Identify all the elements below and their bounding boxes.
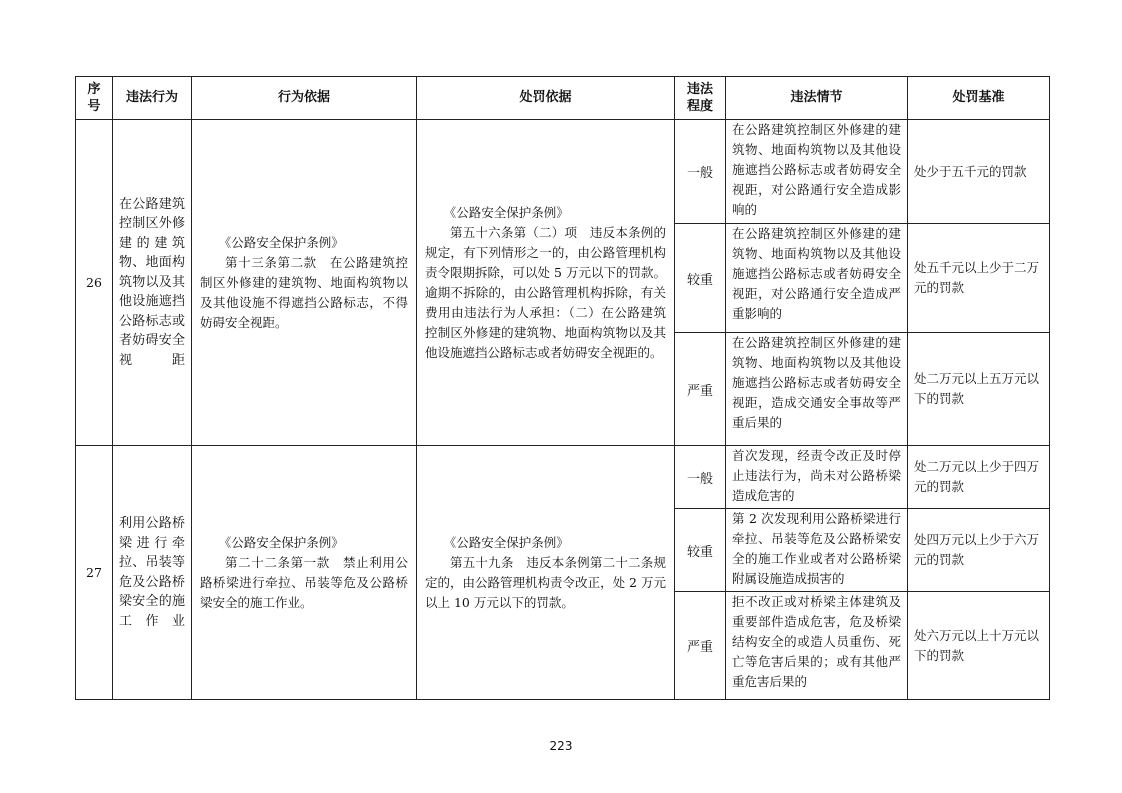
penalty-basis: [417, 120, 675, 446]
behavior-basis-law: 《公路安全保护条例》: [218, 234, 344, 250]
penalty-basis-law: 《公路安全保护条例》: [443, 204, 569, 220]
standard-cell: 处四万元以上少于六万元的罚款: [908, 509, 1050, 592]
header-circumstance: 违法情节: [726, 77, 908, 120]
circumstance-cell: 在公路建筑控制区外修建的建筑物、地面构筑物以及其他设施遮挡公路标志或者妨碍安全视距，对公路通行安全造成严重影响的: [726, 224, 908, 333]
row-number: 26: [76, 120, 113, 446]
circumstance-cell: 拒不改正或对桥梁主体建筑及重要部件造成危害，危及桥梁结构安全的或造人员重伤、死亡等危害后果的；或有其他严重危害后果的: [726, 592, 908, 700]
behavior-basis: [192, 120, 417, 446]
penalty-basis-text: 第五十六条第（二）项 违反本条例的规定，有下列情形之一的，由公路管理机构责令限期拆除，可以处 5 万元以下的罚款。逾期不拆除的，由公路管理机构拆除，有关费用由违法行为人承担：（二）在公路建筑控制区外修建的建筑物、地面构筑物以及其他设施遮挡公路标志或者妨碍安全视距的。: [425, 224, 666, 360]
page-number: 223: [549, 739, 573, 753]
circumstance-cell: 首次发现，经责令改正及时停止违法行为，尚未对公路桥梁造成危害的: [726, 446, 908, 509]
degree-cell: 一般: [675, 120, 726, 224]
circumstance-cell: 第 2 次发现利用公路桥梁进行牵拉、吊装等危及公路桥梁安全的施工作业或者对公路桥梁附属设施造成损害的: [726, 509, 908, 592]
header-penalty-basis: 处罚依据: [417, 77, 675, 120]
standard-cell: 处二万元以上五万元以下的罚款: [908, 333, 1050, 446]
header-standard: 处罚基准: [908, 77, 1050, 120]
table-row: [76, 120, 1050, 224]
circumstance-cell: 在公路建筑控制区外修建的建筑物、地面构筑物以及其他设施遮挡公路标志或者妨碍安全视距，对公路通行安全造成影响的: [726, 120, 908, 224]
circumstance-cell: 在公路建筑控制区外修建的建筑物、地面构筑物以及其他设施遮挡公路标志或者妨碍安全视距，造成交通安全事故等严重后果的: [726, 333, 908, 446]
header-act: 违法行为: [113, 77, 192, 120]
violation-act: 利用公路桥梁进行牵拉、吊装等危及公路桥梁安全的施工作业: [113, 446, 192, 700]
penalty-basis: [417, 446, 675, 700]
behavior-basis-law: 《公路安全保护条例》: [218, 534, 344, 550]
violation-act: 在公路建筑控制区外修建的建筑物、地面构筑物以及其他设施遮挡公路标志或者妨碍安全视距: [113, 120, 192, 446]
header-row: [76, 77, 1050, 120]
header-no: 序号: [76, 77, 113, 120]
penalty-standard-table: [75, 76, 1050, 700]
header-degree: 违法程度: [675, 77, 726, 120]
penalty-basis-text: 第五十九条 违反本条例第二十二条规定的，由公路管理机构责令改正，处 2 万元以上 10 万元以下的罚款。: [425, 554, 666, 610]
standard-cell: 处少于五千元的罚款: [908, 120, 1050, 224]
degree-cell: 较重: [675, 509, 726, 592]
degree-cell: 较重: [675, 224, 726, 333]
degree-cell: 严重: [675, 592, 726, 700]
table-row: [76, 446, 1050, 509]
penalty-basis-law: 《公路安全保护条例》: [443, 534, 569, 550]
header-basis: 行为依据: [192, 77, 417, 120]
behavior-basis-text: 第二十二条第一款 禁止利用公路桥梁进行牵拉、吊装等危及公路桥梁安全的施工作业。: [200, 554, 408, 610]
standard-cell: 处二万元以上少于四万元的罚款: [908, 446, 1050, 509]
standard-cell: 处五千元以上少于二万元的罚款: [908, 224, 1050, 333]
standard-cell: 处六万元以上十万元以下的罚款: [908, 592, 1050, 700]
behavior-basis: [192, 446, 417, 700]
row-number: 27: [76, 446, 113, 700]
degree-cell: 一般: [675, 446, 726, 509]
behavior-basis-text: 第十三条第二款 在公路建筑控制区外修建的建筑物、地面构筑物以及其他设施不得遮挡公路标志，不得妨碍安全视距。: [200, 254, 408, 330]
degree-cell: 严重: [675, 333, 726, 446]
